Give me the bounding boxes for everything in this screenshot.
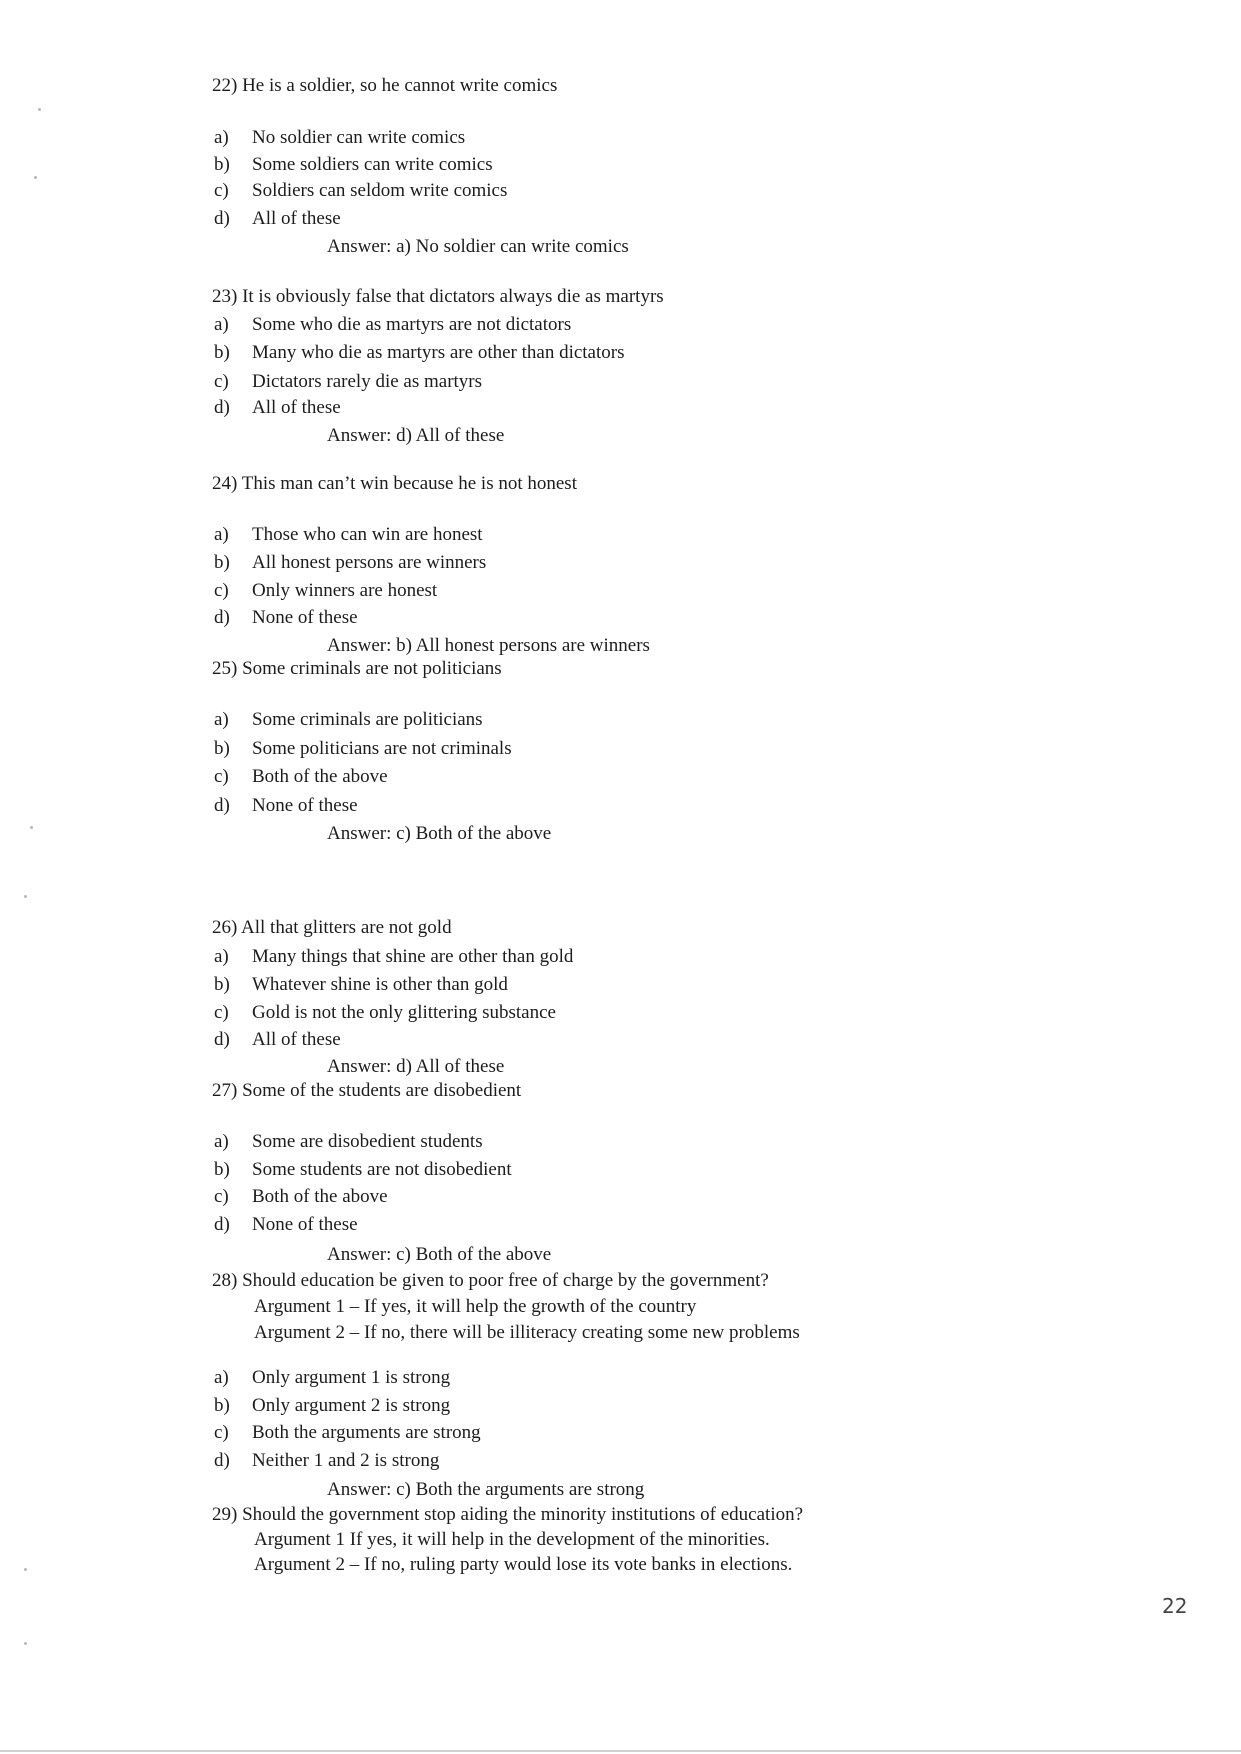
option-text: Both of the above: [252, 766, 388, 787]
question-22-answer: Answer: a) No soldier can write comics: [327, 236, 629, 257]
option-label: d): [214, 795, 230, 816]
question-25-option-d: [214, 794, 358, 818]
question-24-title: 24) This man can’t win because he is not honest: [212, 473, 577, 494]
option-label: d): [214, 1214, 230, 1235]
question-24-option-a: [214, 523, 483, 547]
option-label: c): [214, 1422, 229, 1443]
scan-speck: [34, 176, 37, 179]
option-text: Some soldiers can write comics: [252, 154, 493, 175]
option-text: Neither 1 and 2 is strong: [252, 1450, 440, 1471]
question-22-option-d: [214, 207, 341, 231]
question-28-title: 28) Should education be given to poor free of charge by the government?: [212, 1270, 769, 1291]
option-label: b): [214, 974, 230, 995]
option-text: Some who die as martyrs are not dictators: [252, 314, 572, 335]
question-27-option-c: [214, 1185, 388, 1209]
question-25-title: 25) Some criminals are not politicians: [212, 658, 502, 679]
option-label: b): [214, 1159, 230, 1180]
question-27-option-d: [214, 1213, 358, 1237]
question-29-argument-2: Argument 2 – If no, ruling party would lose its vote banks in elections.: [254, 1554, 793, 1575]
question-29-title: 29) Should the government stop aiding the minority institutions of education?: [212, 1504, 804, 1525]
question-23-option-c: [214, 370, 482, 394]
question-24-option-d: [214, 606, 358, 630]
option-text: Only winners are honest: [252, 580, 438, 601]
question-26-answer: Answer: d) All of these: [327, 1056, 505, 1077]
option-label: b): [214, 154, 230, 175]
question-24-option-c: [214, 579, 437, 603]
scan-speck: [24, 1642, 27, 1645]
option-label: c): [214, 371, 229, 392]
option-text: Dictators rarely die as martyrs: [252, 371, 483, 392]
question-27-title: 27) Some of the students are disobedient: [212, 1080, 522, 1101]
question-26-option-b: [214, 973, 508, 997]
option-text: Many things that shine are other than gold: [252, 946, 574, 967]
question-26-option-a: [214, 945, 573, 969]
option-text: Soldiers can seldom write comics: [252, 180, 508, 201]
option-label: a): [214, 314, 229, 335]
question-28-option-a: [214, 1366, 450, 1390]
option-text: Both the arguments are strong: [252, 1422, 481, 1443]
option-label: a): [214, 946, 229, 967]
scan-speck: [30, 826, 33, 829]
option-text: Those who can win are honest: [252, 524, 483, 545]
question-28-argument-2: Argument 2 – If no, there will be illiteracy creating some new problems: [254, 1322, 800, 1343]
option-text: All of these: [252, 208, 341, 229]
question-27-option-a: [214, 1130, 483, 1154]
option-label: b): [214, 552, 230, 573]
option-text: Whatever shine is other than gold: [252, 974, 508, 995]
option-label: b): [214, 738, 230, 759]
question-26-option-c: [214, 1001, 556, 1025]
question-23-option-b: [214, 341, 625, 365]
question-27-answer: Answer: c) Both of the above: [327, 1244, 552, 1265]
question-23-option-a: [214, 313, 571, 337]
option-text: Gold is not the only glittering substance: [252, 1002, 556, 1023]
scan-speck: [24, 1568, 27, 1571]
question-28-option-d: [214, 1449, 439, 1473]
option-label: d): [214, 607, 230, 628]
option-label: d): [214, 1029, 230, 1050]
question-25-option-a: [214, 708, 483, 732]
option-text: All honest persons are winners: [252, 552, 487, 573]
option-text: None of these: [252, 795, 358, 816]
question-24-option-b: [214, 551, 486, 575]
question-22-option-c: [214, 179, 507, 203]
question-23-title: 23) It is obviously false that dictators always die as martyrs: [212, 286, 664, 307]
question-22-title: 22) He is a soldier, so he cannot write comics: [212, 75, 558, 96]
question-28-answer: Answer: c) Both the arguments are strong: [327, 1479, 645, 1500]
option-text: Some criminals are politicians: [252, 709, 483, 730]
option-label: a): [214, 1131, 229, 1152]
option-label: b): [214, 1395, 230, 1416]
option-text: All of these: [252, 1029, 341, 1050]
question-25-answer: Answer: c) Both of the above: [327, 823, 552, 844]
page-number: 22: [1162, 1594, 1188, 1618]
option-label: d): [214, 397, 230, 418]
question-24-answer: Answer: b) All honest persons are winners: [327, 635, 650, 656]
option-text: Some politicians are not criminals: [252, 738, 512, 759]
question-23-answer: Answer: d) All of these: [327, 425, 505, 446]
option-text: None of these: [252, 607, 358, 628]
question-26-option-d: [214, 1028, 341, 1052]
option-text: Many who die as martyrs are other than dictators: [252, 342, 625, 363]
option-text: No soldier can write comics: [252, 127, 466, 148]
question-28-option-b: [214, 1394, 450, 1418]
question-22-option-a: [214, 126, 465, 150]
option-text: Only argument 2 is strong: [252, 1395, 451, 1416]
page-bottom-edge: [0, 1750, 1241, 1752]
option-label: a): [214, 524, 229, 545]
option-text: Some are disobedient students: [252, 1131, 483, 1152]
question-29-argument-1: Argument 1 If yes, it will help in the development of the minorities.: [254, 1529, 770, 1550]
question-25-option-b: [214, 737, 512, 761]
question-23-option-d: [214, 396, 341, 420]
scan-speck: [38, 108, 41, 111]
option-text: Both of the above: [252, 1186, 388, 1207]
option-label: c): [214, 180, 229, 201]
option-label: a): [214, 1367, 229, 1388]
option-label: b): [214, 342, 230, 363]
option-label: c): [214, 580, 229, 601]
question-27-option-b: [214, 1158, 512, 1182]
option-label: d): [214, 208, 230, 229]
option-label: c): [214, 1186, 229, 1207]
option-label: d): [214, 1450, 230, 1471]
question-25-option-c: [214, 765, 388, 789]
question-28-argument-1: Argument 1 – If yes, it will help the growth of the country: [254, 1296, 697, 1317]
option-text: Some students are not disobedient: [252, 1159, 512, 1180]
question-26-title: 26) All that glitters are not gold: [212, 917, 452, 938]
question-22-option-b: [214, 153, 493, 177]
scan-speck: [24, 895, 27, 898]
option-label: c): [214, 1002, 229, 1023]
option-label: a): [214, 127, 229, 148]
option-text: None of these: [252, 1214, 358, 1235]
question-28-option-c: [214, 1421, 481, 1445]
option-label: c): [214, 766, 229, 787]
option-label: a): [214, 709, 229, 730]
option-text: All of these: [252, 397, 341, 418]
option-text: Only argument 1 is strong: [252, 1367, 451, 1388]
